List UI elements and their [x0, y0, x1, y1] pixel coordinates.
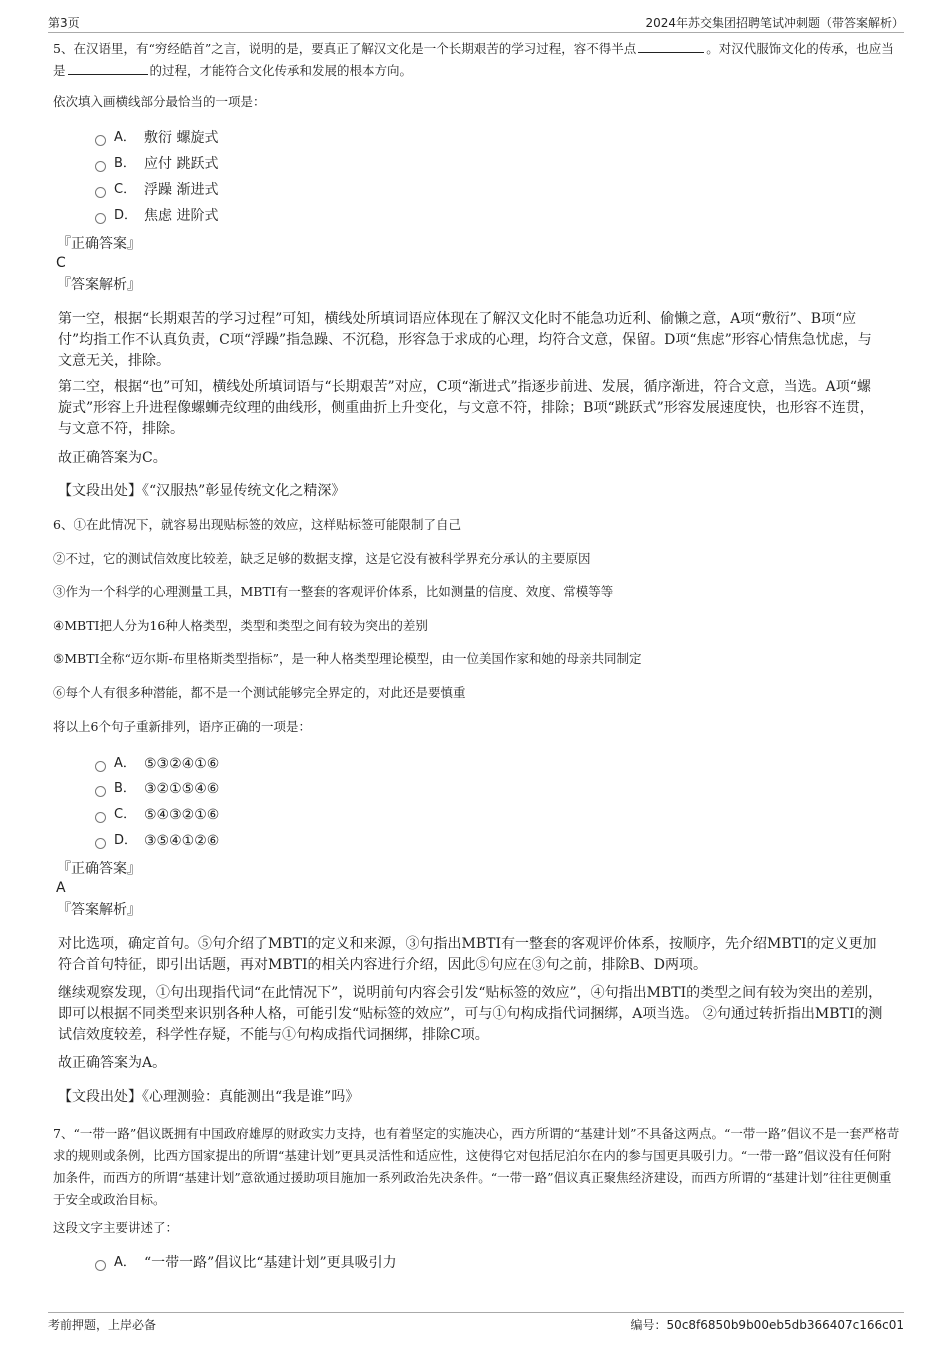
q7-stem: 7、“一带一路”倡议既拥有中国政府雄厚的财政实力支持，也有着坚定的实施决心，西方所谓的“基建计划”不具备这两点。“一带一路”倡议不是一套严格苛求的规则或条例，比西方国家提出的所谓“基建计划”更具灵活性和适应性，这使得它对包括尼泊尔在内的参与国更具吸引力。“一带一路”倡议没有任何附加条件，而西方的所谓“基建计划”意欲通过援助项目施加一系列政治先决条件。“一带一路”倡议真正聚焦经济建设，而西方所谓的“基建计划”往往更侧重于安全或政治目标。 [53, 1126, 900, 1207]
q7-option-a[interactable]: A． “一带一路”倡议比“基建计划”更具吸引力 [95, 1252, 397, 1274]
q5-analysis-3: 故正确答案为C。 [58, 450, 167, 466]
radio-icon[interactable] [95, 761, 106, 772]
q6-sentence-5: ⑤MBTI全称“迈尔斯-布里格斯类型指标”，是一种人格类型理论模型，由一位美国作家和她的母亲共同制定 [53, 651, 642, 666]
q5-prompt: 依次填入画横线部分最恰当的一项是： [53, 94, 266, 109]
radio-icon[interactable] [95, 812, 106, 823]
q6-option-b[interactable]: B． ③②①⑤④⑥ [95, 778, 219, 800]
q5-blank-2 [68, 62, 148, 75]
q5-answer: C [56, 255, 66, 271]
q5-text-a: 5、在汉语里，有“穷经皓首”之言，说明的是，要真正了解汉文化是一个长期艰苦的学习过程，容不得半点 [53, 41, 637, 56]
radio-icon[interactable] [95, 786, 106, 797]
q5-option-c[interactable]: C． 浮躁 渐进式 [95, 179, 218, 201]
document-title: 2024年苏交集团招聘笔试冲刺题（带答案解析） [645, 16, 904, 30]
q6-option-d[interactable]: D． ③⑤④①②⑥ [95, 830, 219, 852]
q6-sentence-1: 6、①在此情况下，就容易出现贴标签的效应，这样贴标签可能限制了自己 [53, 517, 461, 532]
radio-icon[interactable] [95, 1260, 106, 1271]
q6-source: 【文段出处】《心理测验：真能测出“我是谁”吗》 [58, 1089, 360, 1105]
q5-blank-1 [638, 40, 704, 53]
q6-answer: A [56, 880, 66, 896]
question-5-stem [53, 38, 901, 82]
q5-source: 【文段出处】《“汉服热”彰显传统文化之精深》 [58, 483, 346, 499]
page-header [48, 14, 904, 33]
q5-text-b: 。对汉代服饰文化的传承，也应当是 [53, 41, 894, 78]
q6-option-a[interactable]: A． ⑤③②④①⑥ [95, 753, 219, 775]
radio-icon[interactable] [95, 161, 106, 172]
q6-sentence-4: ④MBTI把人分为16种人格类型，类型和类型之间有较为突出的差别 [53, 618, 428, 633]
q7-prompt: 这段文字主要讲述了： [53, 1220, 179, 1235]
q6-analysis-1: 对比选项，确定首句。⑤句介绍了MBTI的定义和来源，③句指出MBTI有一整套的客观评价体系，按顺序，先介绍MBTI的定义更加符合首句特征，即引出话题，再对MBTI的相关内容进行介绍，因此⑤句应在③句之前，排除B、D两项。 [58, 936, 877, 973]
radio-icon[interactable] [95, 213, 106, 224]
q5-option-b[interactable]: B． 应付 跳跃式 [95, 153, 218, 175]
document-code: 编号：50c8f6850b9b00eb5db366407c166c01 [630, 1318, 904, 1332]
q6-analysis-2: 继续观察发现，①句出现指代词“在此情况下”，说明前句内容会引发“贴标签的效应”，④句指出MBTI的类型之间有较为突出的差别，即可以根据不同类型来识别各种人格，可能引发“贴标签的效应”，可与①句构成指代词捆绑，A项当选。 ②句通过转折指出MBTI的测试信效度较差，科学性存疑，不能与①句构成指代词捆绑，排除C项。 [58, 985, 883, 1043]
q5-text-c: 的过程，才能符合文化传承和发展的根本方向。 [149, 63, 413, 78]
q6-analysis-3: 故正确答案为A。 [58, 1055, 167, 1071]
footer-slogan: 考前押题，上岸必备 [48, 1318, 157, 1332]
q5-option-d[interactable]: D． 焦虑 进阶式 [95, 205, 218, 227]
q5-option-a[interactable]: A． 敷衍 螺旋式 [95, 127, 218, 149]
q6-answer-label: 『正确答案』 [57, 861, 141, 877]
page-number: 第3页 [48, 16, 80, 30]
q6-prompt: 将以上6个句子重新排列，语序正确的一项是： [53, 719, 311, 734]
radio-icon[interactable] [95, 135, 106, 146]
q6-sentence-3: ③作为一个科学的心理测量工具，MBTI有一整套的客观评价体系，比如测量的信度、效度、常模等等 [53, 584, 614, 599]
q5-analysis-label: 『答案解析』 [57, 277, 141, 293]
q6-option-c[interactable]: C． ⑤④③②①⑥ [95, 804, 219, 826]
q5-answer-label: 『正确答案』 [57, 236, 141, 252]
radio-icon[interactable] [95, 187, 106, 198]
q6-sentence-2: ②不过，它的测试信效度比较差，缺乏足够的数据支撑，这是它没有被科学界充分承认的主要原因 [53, 551, 591, 566]
page-footer [48, 1312, 904, 1333]
q6-sentence-6: ⑥每个人有很多种潜能，都不是一个测试能够完全界定的，对此还是要慎重 [53, 685, 466, 700]
q5-analysis-2: 第二空，根据“也”可知，横线处所填词语与“长期艰苦”对应，C项“渐进式”指逐步前进、发展，循序渐进，符合文意，当选。A项“螺旋式”形容上升进程像螺蛳壳纹理的曲线形，侧重曲折上升变化，与文意不符，排除；B项“跳跃式”形容发展速度快，也形容不连贯，与文意不符，排除。 [58, 379, 874, 437]
q5-analysis-1: 第一空，根据“长期艰苦的学习过程”可知，横线处所填词语应体现在了解汉文化时不能急功近利、偷懒之意，A项“敷衍”、B项“应付”均指工作不认真负责，C项“浮躁”指急躁、不沉稳，形容急于求成的心理，均符合文意，保留。D项“焦虑”形容心情焦急忧虑，与文意无关，排除。 [58, 311, 872, 369]
q6-analysis-label: 『答案解析』 [57, 902, 141, 918]
radio-icon[interactable] [95, 838, 106, 849]
